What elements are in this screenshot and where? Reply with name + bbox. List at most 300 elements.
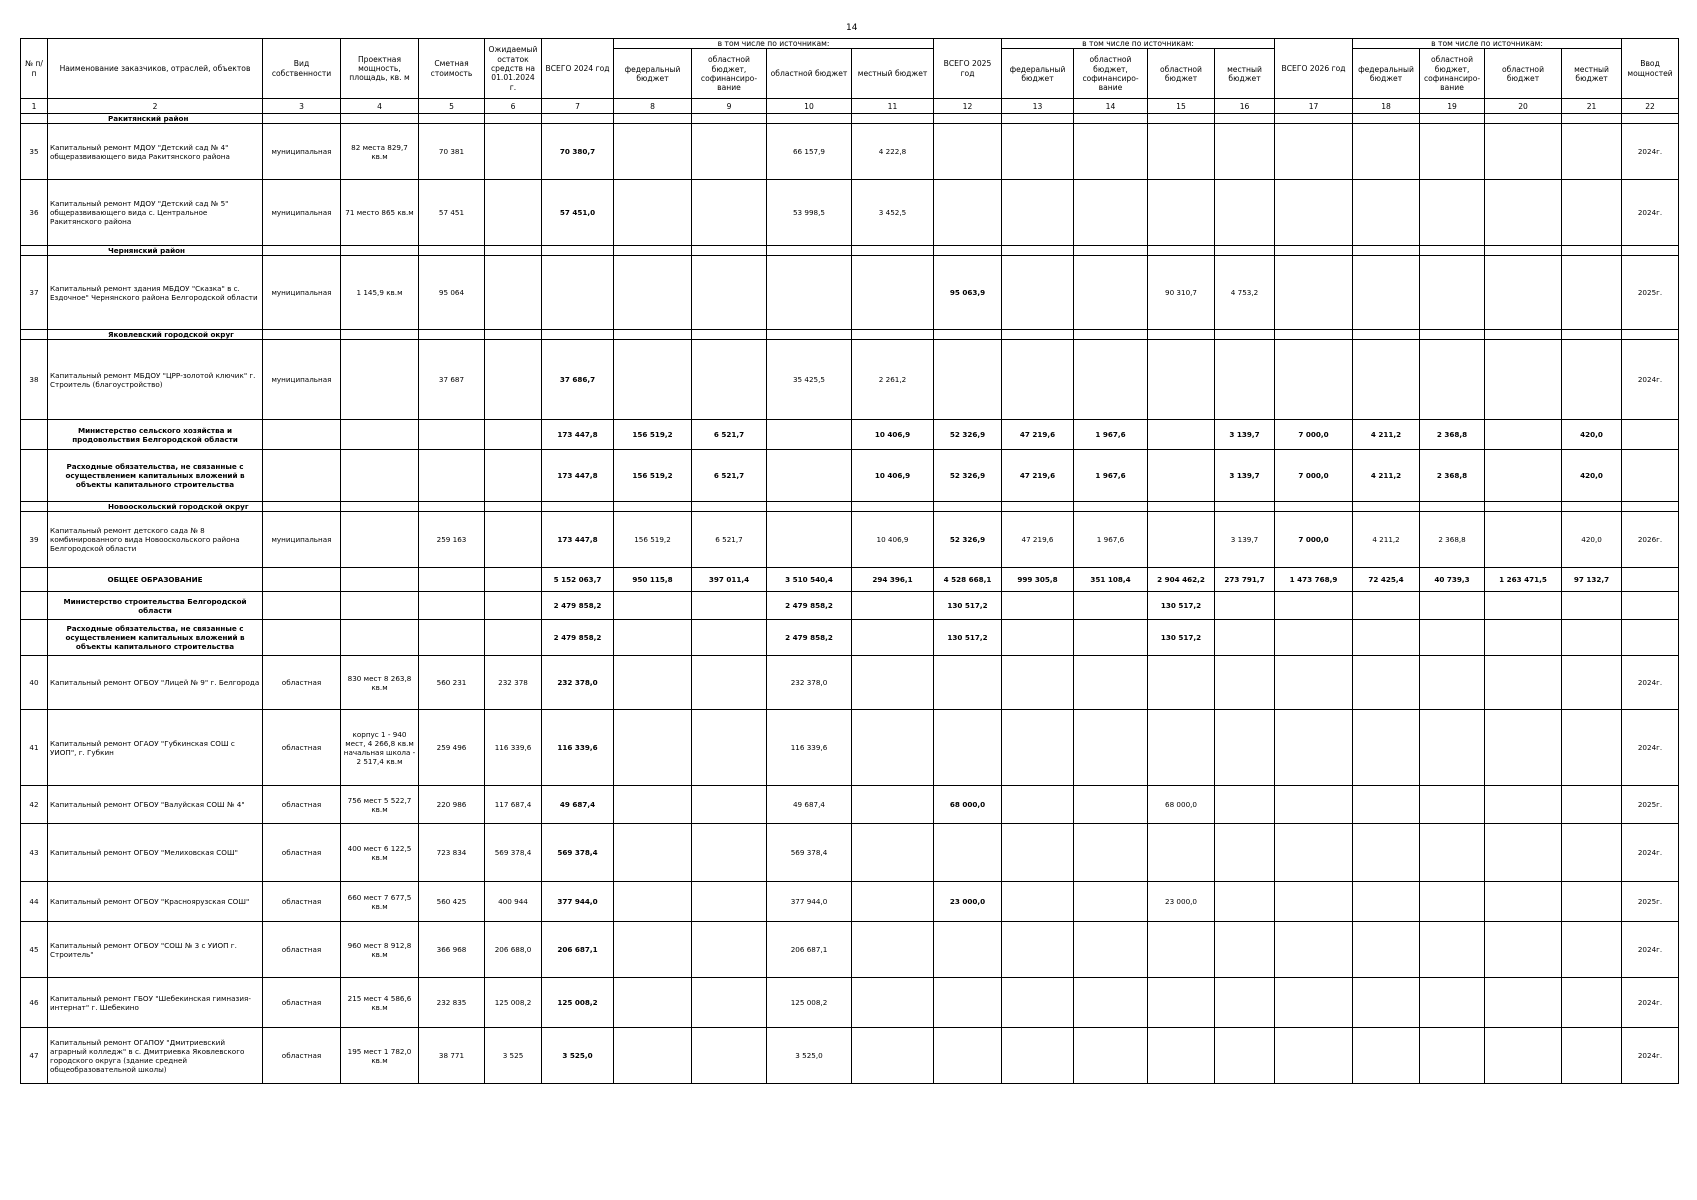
table-cell xyxy=(419,568,485,592)
table-cell: 420,0 xyxy=(1562,450,1622,502)
table-cell xyxy=(1002,922,1074,978)
table-cell: 10 406,9 xyxy=(852,420,934,450)
empty-cell xyxy=(1562,330,1622,340)
col-number: 4 xyxy=(341,99,419,114)
table-cell: областная xyxy=(263,824,341,882)
table-cell xyxy=(1485,882,1562,922)
table-cell: муниципальная xyxy=(263,340,341,420)
object-name: Капитальный ремонт МДОУ "Детский сад № 5" общеразвивающего вида с. Центральное Ракитянского района xyxy=(48,180,263,246)
table-row xyxy=(21,656,1679,710)
table-cell xyxy=(692,786,767,824)
table-row xyxy=(21,824,1679,882)
table-cell: 1 145,9 кв.м xyxy=(341,256,419,330)
table-cell xyxy=(485,256,542,330)
table-cell xyxy=(419,420,485,450)
table-cell: 7 000,0 xyxy=(1275,512,1353,568)
header-ownership: Вид собственности xyxy=(263,39,341,99)
empty-cell xyxy=(542,114,614,124)
col-number: 12 xyxy=(934,99,1002,114)
table-cell: 116 339,6 xyxy=(767,710,852,786)
table-cell: 3 525,0 xyxy=(767,1028,852,1084)
table-cell: 2 479 858,2 xyxy=(767,620,852,656)
table-cell: 351 108,4 xyxy=(1074,568,1148,592)
table-cell xyxy=(1002,340,1074,420)
table-cell: 7 000,0 xyxy=(1275,450,1353,502)
header-sources-2026: в том числе по источникам: xyxy=(1353,39,1622,49)
table-cell xyxy=(614,592,692,620)
table-cell xyxy=(1148,340,1215,420)
table-cell xyxy=(21,568,48,592)
table-cell xyxy=(1275,256,1353,330)
table-cell: 2024г. xyxy=(1622,124,1679,180)
table-cell: 2024г. xyxy=(1622,340,1679,420)
table-cell xyxy=(1215,124,1275,180)
table-cell: 41 xyxy=(21,710,48,786)
empty-cell xyxy=(263,246,341,256)
empty-cell xyxy=(1353,502,1420,512)
empty-cell xyxy=(419,114,485,124)
table-cell: 45 xyxy=(21,922,48,978)
table-cell xyxy=(1148,824,1215,882)
empty-cell xyxy=(1275,114,1353,124)
empty-cell xyxy=(1275,246,1353,256)
table-cell xyxy=(852,592,934,620)
empty-cell xyxy=(692,246,767,256)
table-cell: 47 219,6 xyxy=(1002,420,1074,450)
table-cell: 2 368,8 xyxy=(1420,512,1485,568)
table-cell xyxy=(1275,656,1353,710)
table-cell xyxy=(1485,592,1562,620)
empty-cell xyxy=(1353,330,1420,340)
object-name: Капитальный ремонт здания МБДОУ "Сказка" в с. Ездочное" Чернянского района Белгородской области xyxy=(48,256,263,330)
empty-cell xyxy=(614,246,692,256)
table-cell xyxy=(1074,620,1148,656)
table-cell xyxy=(1420,1028,1485,1084)
table-cell xyxy=(1562,1028,1622,1084)
table-cell: 97 132,7 xyxy=(1562,568,1622,592)
table-cell: 7 000,0 xyxy=(1275,420,1353,450)
table-cell xyxy=(1002,180,1074,246)
table-cell xyxy=(692,620,767,656)
district-row xyxy=(21,246,1679,256)
table-cell xyxy=(614,824,692,882)
empty-cell xyxy=(419,330,485,340)
empty-cell xyxy=(934,114,1002,124)
table-cell xyxy=(21,420,48,450)
header-federal-2026: федеральный бюджет xyxy=(1353,49,1420,99)
table-cell xyxy=(852,1028,934,1084)
table-cell: 53 998,5 xyxy=(767,180,852,246)
header-cofin-2024: областной бюджет, софинансиро-вание xyxy=(692,49,767,99)
header-capacity: Проектная мощность, площадь, кв. м xyxy=(341,39,419,99)
header-sources-2025: в том числе по источникам: xyxy=(1002,39,1275,49)
table-cell xyxy=(1074,656,1148,710)
table-cell: 4 211,2 xyxy=(1353,512,1420,568)
table-cell xyxy=(1562,592,1622,620)
table-cell xyxy=(614,124,692,180)
table-cell: 2024г. xyxy=(1622,180,1679,246)
table-cell xyxy=(692,124,767,180)
table-cell: 68 000,0 xyxy=(934,786,1002,824)
table-cell xyxy=(419,592,485,620)
table-cell: 23 000,0 xyxy=(1148,882,1215,922)
table-cell: 46 xyxy=(21,978,48,1028)
table-cell xyxy=(485,450,542,502)
table-row xyxy=(21,180,1679,246)
object-name: Расходные обязательства, не связанные с осуществлением капитальных вложений в объекты капитального строительства xyxy=(48,450,263,502)
col-number: 13 xyxy=(1002,99,1074,114)
table-cell: 950 115,8 xyxy=(614,568,692,592)
table-cell: 116 339,6 xyxy=(485,710,542,786)
table-cell xyxy=(1002,256,1074,330)
header-num: № п/п xyxy=(21,39,48,99)
table-cell: 232 378 xyxy=(485,656,542,710)
table-cell xyxy=(485,512,542,568)
table-cell xyxy=(614,922,692,978)
table-cell: 569 378,4 xyxy=(767,824,852,882)
table-cell: 195 мест 1 782,0 кв.м xyxy=(341,1028,419,1084)
table-cell xyxy=(1485,786,1562,824)
table-cell: 2 368,8 xyxy=(1420,450,1485,502)
table-cell: 206 687,1 xyxy=(542,922,614,978)
table-cell: 2025г. xyxy=(1622,256,1679,330)
empty-cell xyxy=(1622,246,1679,256)
table-cell xyxy=(1148,124,1215,180)
table-cell xyxy=(263,568,341,592)
table-cell xyxy=(1622,568,1679,592)
col-number: 5 xyxy=(419,99,485,114)
table-cell: 273 791,7 xyxy=(1215,568,1275,592)
table-cell xyxy=(852,978,934,1028)
table-cell: 3 525 xyxy=(485,1028,542,1084)
object-name: Расходные обязательства, не связанные с осуществлением капитальных вложений в объекты капитального строительства xyxy=(48,620,263,656)
table-cell xyxy=(1420,922,1485,978)
empty-cell xyxy=(692,330,767,340)
empty-cell xyxy=(614,330,692,340)
table-cell xyxy=(1485,512,1562,568)
empty-cell xyxy=(542,246,614,256)
table-cell xyxy=(1275,922,1353,978)
table-cell xyxy=(1275,620,1353,656)
empty-cell xyxy=(614,114,692,124)
table-cell xyxy=(341,512,419,568)
table-cell xyxy=(852,256,934,330)
table-cell xyxy=(1074,824,1148,882)
empty-cell xyxy=(485,330,542,340)
empty-cell xyxy=(852,502,934,512)
district-row xyxy=(21,114,1679,124)
district-name: Новооскольский городской округ xyxy=(48,502,263,512)
table-cell: 125 008,2 xyxy=(542,978,614,1028)
table-cell xyxy=(1622,420,1679,450)
empty-cell xyxy=(692,502,767,512)
table-cell: 130 517,2 xyxy=(934,620,1002,656)
table-cell xyxy=(614,656,692,710)
col-number: 7 xyxy=(542,99,614,114)
object-name: ОБЩЕЕ ОБРАЗОВАНИЕ xyxy=(48,568,263,592)
table-cell xyxy=(542,256,614,330)
table-cell xyxy=(1148,180,1215,246)
empty-cell xyxy=(934,246,1002,256)
table-cell: 2 904 462,2 xyxy=(1148,568,1215,592)
table-cell xyxy=(21,620,48,656)
table-cell xyxy=(1562,882,1622,922)
object-name: Капитальный ремонт детского сада № 8 комбинированного вида Новооскольского района Белгородской области xyxy=(48,512,263,568)
table-cell: 2024г. xyxy=(1622,824,1679,882)
table-cell: 4 753,2 xyxy=(1215,256,1275,330)
table-cell: 42 xyxy=(21,786,48,824)
table-cell xyxy=(1074,180,1148,246)
empty-cell xyxy=(1622,114,1679,124)
table-cell: 117 687,4 xyxy=(485,786,542,824)
table-cell xyxy=(1353,256,1420,330)
table-cell xyxy=(1562,340,1622,420)
table-body xyxy=(21,114,1679,1084)
table-cell xyxy=(1353,180,1420,246)
empty-cell xyxy=(21,330,48,340)
empty-cell xyxy=(1622,330,1679,340)
table-cell xyxy=(692,710,767,786)
empty-cell xyxy=(852,114,934,124)
table-cell: 999 305,8 xyxy=(1002,568,1074,592)
empty-cell xyxy=(1353,246,1420,256)
empty-cell xyxy=(1485,502,1562,512)
table-cell xyxy=(1562,124,1622,180)
table-cell xyxy=(1275,592,1353,620)
table-cell xyxy=(1353,922,1420,978)
empty-cell xyxy=(1148,114,1215,124)
table-cell: 2 479 858,2 xyxy=(767,592,852,620)
table-cell xyxy=(1074,786,1148,824)
table-cell xyxy=(767,420,852,450)
table-cell xyxy=(1622,620,1679,656)
table-cell: 68 000,0 xyxy=(1148,786,1215,824)
empty-cell xyxy=(341,246,419,256)
table-cell: 1 263 471,5 xyxy=(1485,568,1562,592)
empty-cell xyxy=(263,502,341,512)
empty-cell xyxy=(852,330,934,340)
table-cell xyxy=(1215,824,1275,882)
table-cell: 38 xyxy=(21,340,48,420)
table-cell xyxy=(1275,124,1353,180)
table-cell xyxy=(1002,786,1074,824)
table-cell xyxy=(852,824,934,882)
empty-cell xyxy=(767,114,852,124)
table-row xyxy=(21,1028,1679,1084)
table-cell xyxy=(485,420,542,450)
empty-cell xyxy=(1002,502,1074,512)
table-cell xyxy=(614,256,692,330)
table-cell: 4 211,2 xyxy=(1353,420,1420,450)
table-cell xyxy=(614,620,692,656)
table-cell: 71 место 865 кв.м xyxy=(341,180,419,246)
table-cell xyxy=(1562,824,1622,882)
table-cell: областная xyxy=(263,978,341,1028)
table-cell: 116 339,6 xyxy=(542,710,614,786)
empty-cell xyxy=(767,330,852,340)
table-cell xyxy=(614,978,692,1028)
table-cell xyxy=(1485,710,1562,786)
table-cell xyxy=(1485,824,1562,882)
table-cell xyxy=(1002,592,1074,620)
table-cell xyxy=(1002,824,1074,882)
table-cell: 294 396,1 xyxy=(852,568,934,592)
table-cell: 47 219,6 xyxy=(1002,450,1074,502)
table-cell: 3 139,7 xyxy=(1215,450,1275,502)
table-cell xyxy=(852,882,934,922)
table-cell: 130 517,2 xyxy=(1148,620,1215,656)
empty-cell xyxy=(542,502,614,512)
empty-cell xyxy=(1420,114,1485,124)
table-cell: 6 521,7 xyxy=(692,420,767,450)
table-cell xyxy=(1215,620,1275,656)
empty-cell xyxy=(1562,246,1622,256)
table-cell xyxy=(1485,450,1562,502)
empty-cell xyxy=(852,246,934,256)
table-cell: 47 xyxy=(21,1028,48,1084)
col-number: 19 xyxy=(1420,99,1485,114)
table-cell: 569 378,4 xyxy=(542,824,614,882)
summary-row xyxy=(21,592,1679,620)
table-cell: 130 517,2 xyxy=(1148,592,1215,620)
table-cell xyxy=(614,340,692,420)
table-cell: 70 381 xyxy=(419,124,485,180)
table-cell: 830 мест 8 263,8 кв.м xyxy=(341,656,419,710)
table-cell xyxy=(1002,978,1074,1028)
table-cell xyxy=(1215,180,1275,246)
table-cell: 70 380,7 xyxy=(542,124,614,180)
empty-cell xyxy=(341,502,419,512)
table-cell xyxy=(1215,922,1275,978)
col-number: 22 xyxy=(1622,99,1679,114)
empty-cell xyxy=(614,502,692,512)
empty-cell xyxy=(419,502,485,512)
col-number: 20 xyxy=(1485,99,1562,114)
table-cell xyxy=(1622,592,1679,620)
table-cell xyxy=(1074,882,1148,922)
table-cell xyxy=(1485,922,1562,978)
empty-cell xyxy=(1215,114,1275,124)
table-row xyxy=(21,882,1679,922)
table-cell: 52 326,9 xyxy=(934,450,1002,502)
table-cell xyxy=(1485,620,1562,656)
empty-cell xyxy=(1148,502,1215,512)
summary-row xyxy=(21,450,1679,502)
table-cell xyxy=(692,656,767,710)
header-local-2024: местный бюджет xyxy=(852,49,934,99)
table-cell: 130 517,2 xyxy=(934,592,1002,620)
table-cell: 960 мест 8 912,8 кв.м xyxy=(341,922,419,978)
empty-cell xyxy=(1485,246,1562,256)
table-cell xyxy=(692,180,767,246)
table-cell xyxy=(485,124,542,180)
table-cell xyxy=(1002,882,1074,922)
table-cell xyxy=(1622,450,1679,502)
table-cell: 3 139,7 xyxy=(1215,420,1275,450)
table-cell xyxy=(1148,1028,1215,1084)
table-cell xyxy=(1353,978,1420,1028)
empty-cell xyxy=(341,330,419,340)
table-cell xyxy=(1485,1028,1562,1084)
empty-cell xyxy=(1353,114,1420,124)
table-cell xyxy=(1485,256,1562,330)
table-cell: 660 мест 7 677,5 кв.м xyxy=(341,882,419,922)
table-cell xyxy=(934,710,1002,786)
table-cell: 215 мест 4 586,6 кв.м xyxy=(341,978,419,1028)
table-cell xyxy=(1420,824,1485,882)
table-cell: областная xyxy=(263,710,341,786)
table-cell xyxy=(1353,710,1420,786)
empty-cell xyxy=(1074,330,1148,340)
header-local-2025: местный бюджет xyxy=(1215,49,1275,99)
table-cell: 43 xyxy=(21,824,48,882)
table-cell: 259 163 xyxy=(419,512,485,568)
table-cell xyxy=(1562,180,1622,246)
table-cell xyxy=(1215,710,1275,786)
table-cell xyxy=(1074,710,1148,786)
table-cell xyxy=(1485,656,1562,710)
table-cell xyxy=(1074,1028,1148,1084)
table-cell xyxy=(852,922,934,978)
table-cell xyxy=(1275,710,1353,786)
district-name: Ракитянский район xyxy=(48,114,263,124)
object-name: Капитальный ремонт ОГБОУ "Мелиховская СОШ" xyxy=(48,824,263,882)
table-cell xyxy=(934,180,1002,246)
table-cell xyxy=(341,420,419,450)
table-cell: 4 222,8 xyxy=(852,124,934,180)
table-cell: 420,0 xyxy=(1562,420,1622,450)
table-cell xyxy=(1420,786,1485,824)
table-cell: 47 219,6 xyxy=(1002,512,1074,568)
column-number-row xyxy=(21,99,1679,114)
empty-cell xyxy=(1074,114,1148,124)
table-cell xyxy=(614,1028,692,1084)
table-cell: областная xyxy=(263,1028,341,1084)
table-cell xyxy=(1215,340,1275,420)
table-cell xyxy=(485,592,542,620)
table-cell: 1 967,6 xyxy=(1074,420,1148,450)
empty-cell xyxy=(1002,246,1074,256)
table-cell: 173 447,8 xyxy=(542,420,614,450)
table-cell xyxy=(1353,882,1420,922)
table-cell xyxy=(263,620,341,656)
empty-cell xyxy=(1074,246,1148,256)
col-number: 21 xyxy=(1562,99,1622,114)
table-cell: 206 688,0 xyxy=(485,922,542,978)
table-cell xyxy=(1074,340,1148,420)
table-cell: 6 521,7 xyxy=(692,512,767,568)
table-cell xyxy=(21,450,48,502)
header-commissioning: Ввод мощностей xyxy=(1622,39,1679,99)
table-cell xyxy=(341,340,419,420)
table-cell xyxy=(767,256,852,330)
table-cell xyxy=(485,620,542,656)
header-sources-2024: в том числе по источникам: xyxy=(614,39,934,49)
table-cell xyxy=(1275,340,1353,420)
table-cell: 560 231 xyxy=(419,656,485,710)
header-local-2026: местный бюджет xyxy=(1562,49,1622,99)
table-cell xyxy=(692,256,767,330)
empty-cell xyxy=(934,502,1002,512)
table-cell xyxy=(1275,978,1353,1028)
table-cell xyxy=(263,450,341,502)
table-cell: 2024г. xyxy=(1622,1028,1679,1084)
table-cell xyxy=(1074,124,1148,180)
table-cell xyxy=(1215,1028,1275,1084)
table-cell: 2026г. xyxy=(1622,512,1679,568)
table-cell: 2024г. xyxy=(1622,656,1679,710)
table-cell xyxy=(1215,978,1275,1028)
